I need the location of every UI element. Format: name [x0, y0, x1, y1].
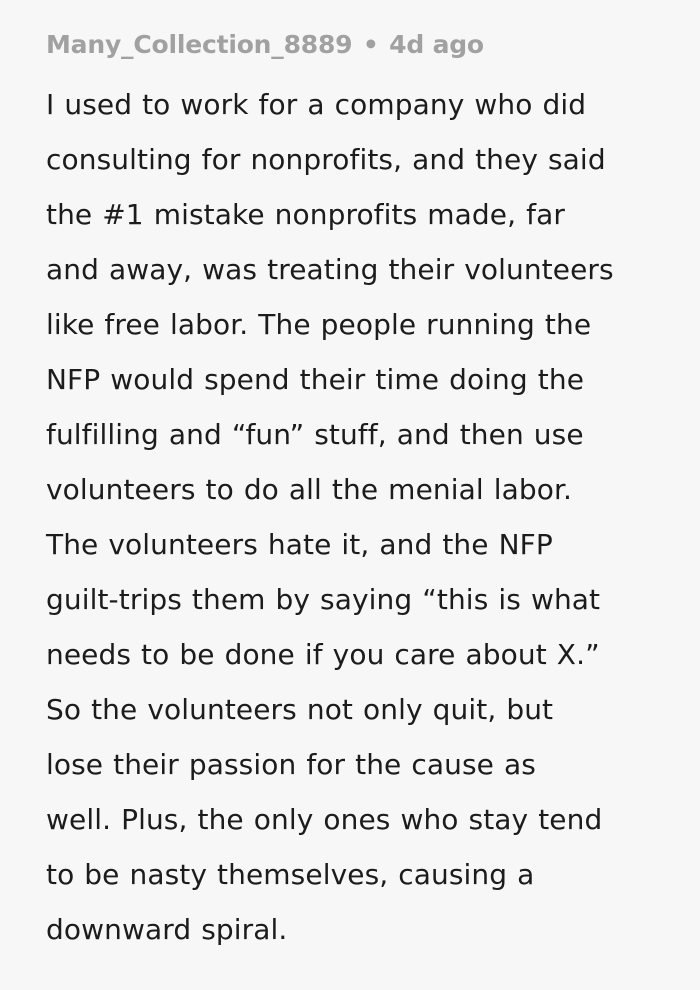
- comment-age[interactable]: 4d ago: [389, 30, 484, 59]
- comment-line: The volunteers hate it, and the NFP: [46, 528, 553, 561]
- comment-line: fulfilling and “fun” stuff, and then use: [46, 418, 584, 451]
- comment-username[interactable]: Many_Collection_8889: [46, 30, 353, 59]
- comment-line: consulting for nonprofits, and they said: [46, 143, 606, 176]
- comment: [46, 28, 646, 957]
- comment-line: downward spiral.: [46, 913, 288, 946]
- comment-line: to be nasty themselves, causing a: [46, 858, 535, 891]
- comment-line: I used to work for a company who did: [46, 88, 587, 121]
- comment-line: the #1 mistake nonprofits made, far: [46, 198, 565, 231]
- comment-line: like free labor. The people running the: [46, 308, 592, 341]
- comment-line: So the volunteers not only quit, but: [46, 693, 554, 726]
- comment-line: well. Plus, the only ones who stay tend: [46, 803, 603, 836]
- comment-line: NFP would spend their time doing the: [46, 363, 585, 396]
- comment-line: guilt-trips them by saying “this is what: [46, 583, 601, 616]
- comment-line: lose their passion for the cause as: [46, 748, 536, 781]
- comment-line: needs to be done if you care about X.”: [46, 638, 600, 671]
- comment-meta: [46, 28, 646, 62]
- comment-line: and away, was treating their volunteers: [46, 253, 614, 286]
- meta-separator: •: [362, 30, 379, 59]
- comment-line: volunteers to do all the menial labor.: [46, 473, 573, 506]
- comment-body: [46, 77, 646, 957]
